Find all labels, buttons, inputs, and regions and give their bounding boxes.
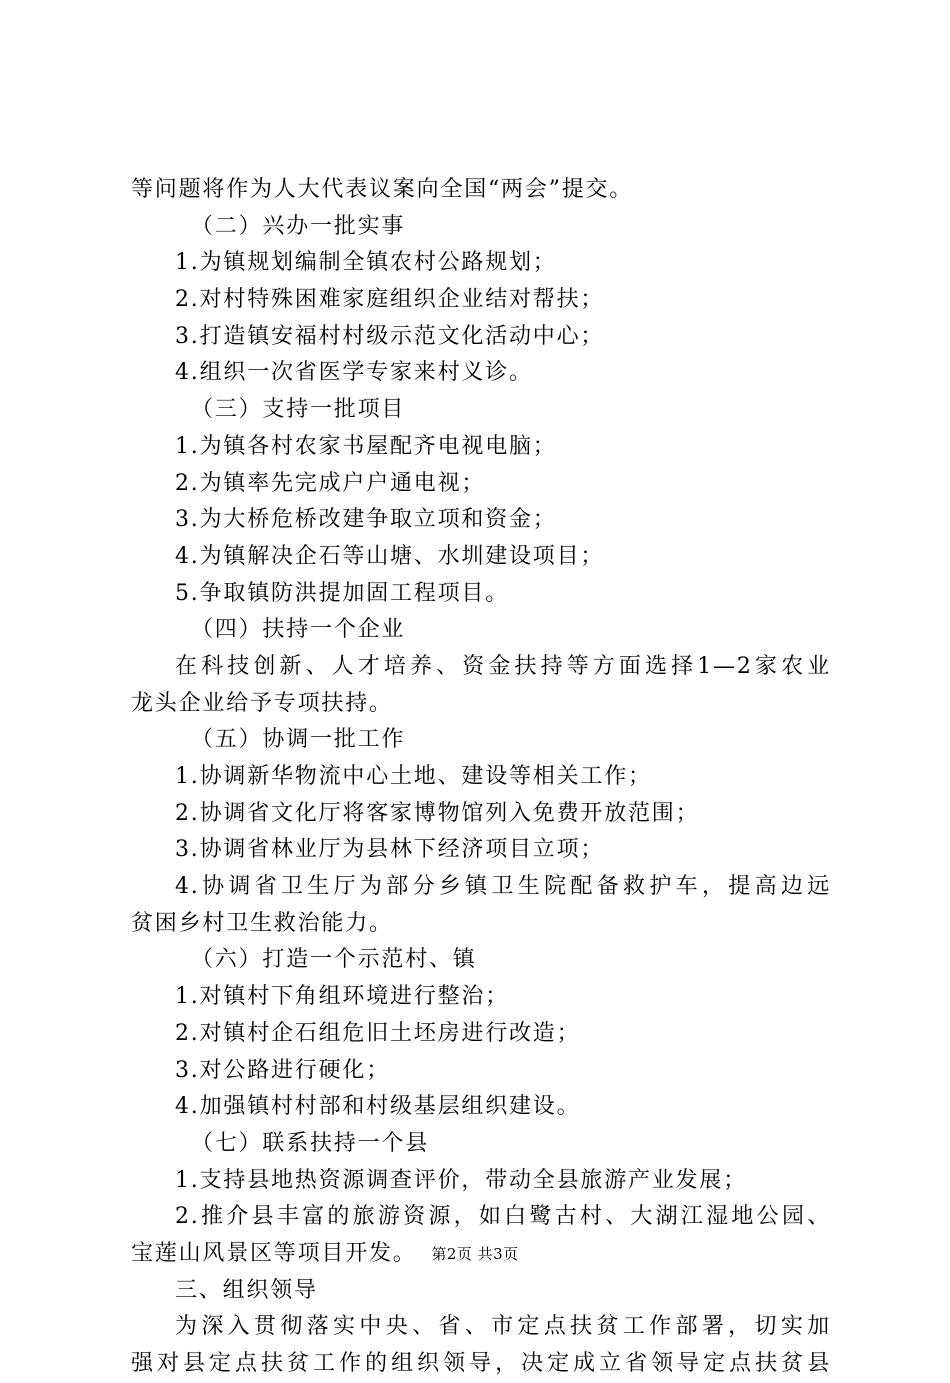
text-line: 1.对镇村下角组环境进行整治； bbox=[175, 984, 509, 1010]
text-line: 龙头企业给予专项扶持。 bbox=[131, 690, 393, 716]
text-line: 1.支持县地热资源调查评价，带动全县旅游产业发展； bbox=[175, 1167, 747, 1193]
text-line: 5.争取镇防洪提加固工程项目。 bbox=[175, 580, 509, 606]
text-line: 等问题将作为人大代表议案向全国“两会”提交。 bbox=[131, 177, 634, 202]
text-line: （四）扶持一个企业 bbox=[191, 617, 406, 643]
text-line: 3.打造镇安福村村级示范文化活动中心； bbox=[175, 323, 605, 349]
text-line: （六）打造一个示范村、镇 bbox=[191, 947, 477, 973]
text-line: 强对县定点扶贫工作的组织领导，决定成立省领导定点扶贫县 bbox=[131, 1351, 831, 1376]
text-line: 2.为镇率先完成户户通电视； bbox=[175, 470, 486, 496]
text-line: 4.加强镇村村部和村级基层组织建设。 bbox=[175, 1094, 581, 1120]
text-line: 为深入贯彻落实中央、省、市定点扶贫工作部署，切实加 bbox=[175, 1314, 831, 1340]
text-line: 2.对镇村企石组危旧土坯房进行改造； bbox=[175, 1020, 581, 1046]
text-line: 4.组织一次省医学专家来村义诊。 bbox=[175, 360, 533, 386]
text-line: （七）联系扶持一个县 bbox=[191, 1130, 430, 1156]
text-line: （二）兴办一批实事 bbox=[191, 213, 406, 239]
text-line: 1.为镇规划编制全镇农村公路规划； bbox=[175, 250, 557, 276]
text-line: 在科技创新、人才培养、资金扶持等方面选择1—2家农业 bbox=[175, 653, 831, 679]
text-line: 3.为大桥危桥改建争取立项和资金； bbox=[175, 507, 557, 533]
text-line: 宝莲山风景区等项目开发。 bbox=[131, 1240, 417, 1266]
text-line: 4.协调省卫生厅为部分乡镇卫生院配备救护车，提高边远 bbox=[175, 874, 831, 900]
text-line: （五）协调一批工作 bbox=[191, 727, 406, 753]
text-line: 2.推介县丰富的旅游资源，如白鹭古村、大湖江湿地公园、 bbox=[175, 1204, 831, 1230]
text-line: 三、组织领导 bbox=[175, 1277, 318, 1303]
text-line: 2.协调省文化厅将客家博物馆列入免费开放范围； bbox=[175, 800, 700, 826]
text-line: 3.协调省林业厅为县林下经济项目立项； bbox=[175, 837, 605, 863]
text-line: 贫困乡村卫生救治能力。 bbox=[131, 910, 393, 936]
page-footer: 第2页 共3页 bbox=[431, 1245, 519, 1263]
text-line: 1.为镇各村农家书屋配齐电视电脑； bbox=[175, 433, 557, 459]
text-line: （三）支持一批项目 bbox=[191, 397, 406, 423]
text-line: 1.协调新华物流中心土地、建设等相关工作； bbox=[175, 764, 652, 789]
document-body bbox=[131, 172, 831, 1383]
text-line: 4.为镇解决企石等山塘、水圳建设项目； bbox=[175, 543, 605, 569]
text-line: 3.对公路进行硬化； bbox=[175, 1057, 390, 1083]
text-line: 2.对村特殊困难家庭组织企业结对帮扶； bbox=[175, 287, 605, 313]
